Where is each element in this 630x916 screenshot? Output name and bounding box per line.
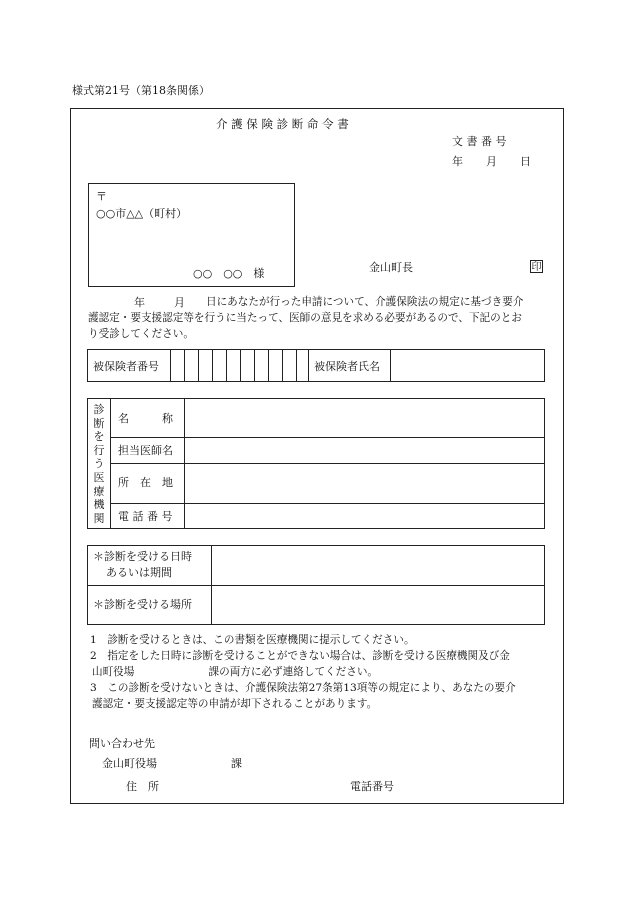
intro-line3: り受診してください。 (88, 328, 194, 340)
contact-heading: 問い合わせ先 (89, 737, 155, 750)
insured-name-label: 被保険者氏名 (314, 360, 380, 373)
insured-digit-divider (184, 349, 185, 382)
schedule-row-divider (87, 585, 545, 586)
institution-row-divider (110, 437, 545, 438)
insured-digit-divider (170, 349, 171, 382)
doctor-name-label: 担当医師名 (118, 444, 173, 457)
institution-side-label: 診断を行う医療機関 (93, 403, 105, 525)
contact-phone-label: 電話番号 (350, 780, 394, 793)
note-2-line2: 山町役場 課の両方に必ず連絡してください。 (92, 666, 379, 678)
insured-name-divider (390, 349, 391, 382)
insured-digit-divider (240, 349, 241, 382)
intro-line2: 護認定・要支援認定等を行うに当たって、医師の意見を求める必要があるので、下記のとお (88, 312, 522, 324)
insured-digit-divider (268, 349, 269, 382)
intro-month: 月 (174, 296, 185, 309)
date-year: 年 (452, 155, 463, 168)
insured-digit-divider (254, 349, 255, 382)
schedule-period-label: あるいは期間 (106, 566, 172, 579)
document-number-label: 文 書 番 号 (452, 135, 507, 148)
contact-section: 課 (231, 757, 242, 770)
insured-digit-divider (296, 349, 297, 382)
insured-digit-divider (198, 349, 199, 382)
schedule-datetime-label: ＊診断を受ける日時 (93, 550, 192, 563)
note-1: 1 診断を受けるときは、この書類を医療機関に提示してください。 (90, 634, 415, 646)
postal-mark: 〒 (96, 190, 107, 203)
form-number: 様式第21号（第18条関係） (72, 84, 210, 97)
date-month: 月 (486, 155, 497, 168)
insured-digit-divider (282, 349, 283, 382)
institution-name-label: 名 称 (118, 412, 173, 425)
contact-address-label: 住 所 (126, 780, 159, 793)
insured-digit-divider (212, 349, 213, 382)
contact-office: 金山町役場 (102, 757, 157, 770)
note-3-line2: 護認定・要支援認定等の申請が却下されることがあります。 (92, 698, 378, 710)
intro-line1: 日にあなたが行った申請について、介護保険法の規定に基づき要介 (206, 296, 524, 308)
institution-address-label: 所 在 地 (118, 476, 173, 489)
insured-digit-divider (226, 349, 227, 382)
intro-year: 年 (134, 296, 145, 309)
document-title: 介 護 保 険 診 断 命 令 書 (216, 117, 349, 131)
insured-number-label: 被保険者番号 (93, 360, 159, 373)
note-2-line1: 2 指定をした日時に診断を受けることができない場合は、診断を受ける医療機関及び金 (90, 650, 510, 662)
issuer-name: 金山町長 (369, 261, 413, 274)
note-3-line1: 3 この診断を受けないときは、介護保険法第27条第13項等の規定により、あなたの要介 (90, 682, 516, 694)
schedule-place-label: ＊診断を受ける場所 (93, 598, 192, 611)
date-day: 日 (520, 155, 531, 168)
institution-row-divider (110, 463, 545, 464)
institution-phone-label: 電 話 番 号 (118, 510, 173, 523)
recipient-name: ○○ ○○ 様 (193, 267, 265, 280)
seal-mark: 印 (531, 262, 542, 273)
insured-digit-divider (308, 349, 309, 382)
institution-row-divider (110, 503, 545, 504)
recipient-address: ○○市△△（町村） (96, 207, 188, 220)
